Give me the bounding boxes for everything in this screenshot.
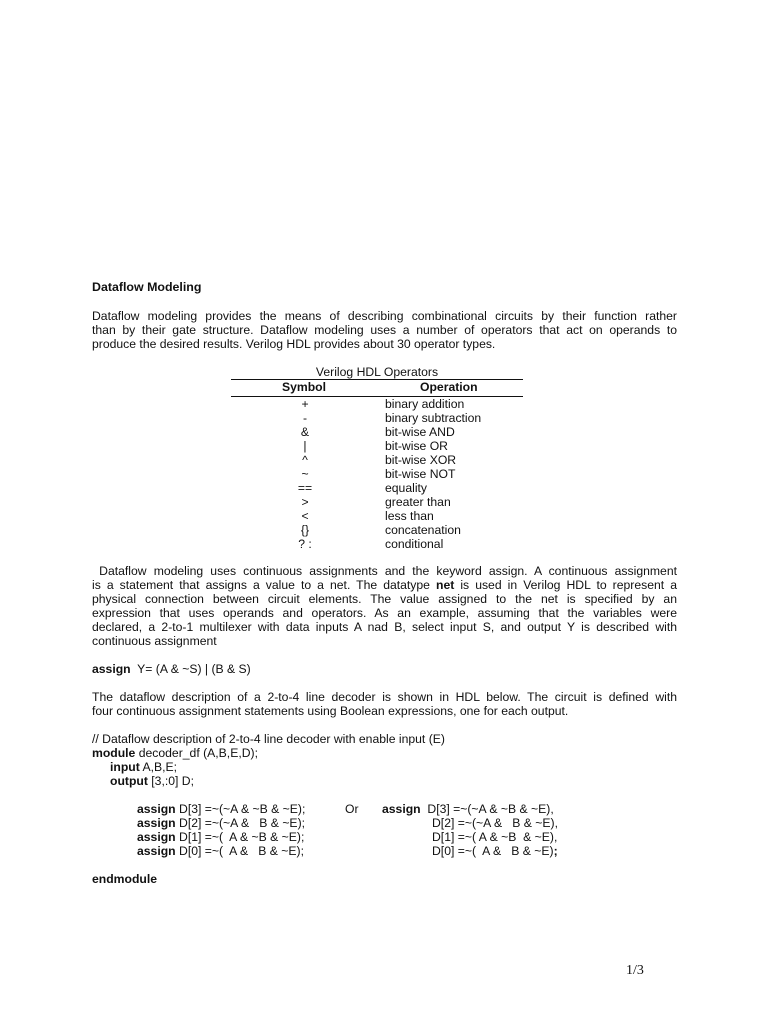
operator-symbol: - — [302, 411, 308, 425]
code-comment: // Dataflow description of 2-to-4 line decoder with enable input (E) — [92, 732, 445, 746]
or-label: Or — [345, 802, 359, 816]
code-module-line — [92, 746, 258, 760]
table-row — [0, 495, 768, 509]
output-keyword: output — [110, 774, 148, 788]
code-assign-d0 — [137, 844, 304, 858]
assign-d0-expr: D[0] =~( A & B & ~E); — [175, 844, 304, 858]
assign-keyword: assign — [382, 802, 421, 816]
table-row — [0, 523, 768, 537]
assign-expression: Y= (A & ~S) | (B & S) — [130, 662, 251, 676]
para2-line-6: continuous assignment — [92, 634, 217, 649]
operator-description: bit-wise AND — [385, 425, 455, 439]
operator-symbol: == — [297, 481, 313, 495]
intro-line-2: than by their gate structure. Dataflow modeling uses a number of operators that act on operands to — [92, 323, 677, 338]
table-row — [0, 411, 768, 425]
alt-assign-d2: D[2] =~(~A & B & ~E), — [432, 816, 558, 830]
intro-line-3: produce the desired results. Verilog HDL provides about 30 operator types. — [92, 337, 496, 352]
para2-line-3: physical connection between circuit elements. The value assigned to the net is specified by an — [92, 592, 677, 607]
code-endmodule — [92, 872, 157, 886]
operator-description: binary addition — [385, 397, 465, 411]
alt-assign-d3-expr: D[3] =~(~A & ~B & ~E), — [420, 802, 554, 816]
section-heading: Dataflow Modeling — [92, 280, 202, 294]
table-row — [0, 439, 768, 453]
closing-semicolon: ; — [553, 844, 558, 858]
table-row — [0, 453, 768, 467]
col-header-operation: Operation — [420, 380, 478, 394]
para2-line-4: expression that uses operands and operators. As an example, assuming that the variables were — [92, 606, 677, 621]
intro-line-1: Dataflow modeling provides the means of describing combinational circuits by their function rather — [92, 309, 677, 323]
endmodule-keyword: endmodule — [92, 872, 158, 886]
alt-assign-d3 — [382, 802, 554, 816]
code-output-line — [110, 774, 194, 788]
col-header-symbol: Symbol — [281, 380, 327, 394]
code-assign-d1 — [137, 830, 304, 844]
operator-description: bit-wise NOT — [385, 467, 456, 481]
para2-line-2-start: is a statement that assigns a value to a net. The datatype — [92, 578, 437, 593]
alt-assign-d0 — [432, 844, 558, 858]
operator-symbol: < — [301, 509, 309, 523]
operator-description: equality — [385, 481, 428, 495]
table-row — [0, 481, 768, 495]
operator-symbol: ^ — [302, 453, 308, 467]
para3-line-1: The dataflow description of a 2-to-4 line decoder is shown in HDL below. The circuit is defined with — [92, 690, 677, 704]
module-signature: decoder_df (A,B,E,D); — [135, 746, 258, 760]
assign-keyword: assign — [137, 816, 176, 830]
operator-symbol: > — [301, 495, 309, 509]
operator-description: binary subtraction — [385, 411, 482, 425]
table-header-row — [0, 380, 768, 394]
alt-assign-d1: D[1] =~( A & ~B & ~E), — [432, 830, 558, 844]
alt-assign-d0-expr: D[0] =~( A & B & ~E) — [432, 844, 554, 858]
assign-d3-expr: D[3] =~(~A & ~B & ~E); — [175, 802, 306, 816]
code-assign-d3 — [137, 802, 305, 816]
table-row — [0, 537, 768, 551]
assign-paragraph — [92, 564, 677, 649]
code-input-line — [110, 760, 177, 774]
para3-line-2: four continuous assignment statements using Boolean expressions, one for each output. — [92, 704, 569, 719]
operator-symbol: ~ — [301, 467, 309, 481]
operator-description: less than — [385, 509, 434, 523]
input-keyword: input — [110, 760, 140, 774]
assign-keyword: assign — [137, 830, 176, 844]
table-caption: Verilog HDL Operators — [315, 365, 439, 379]
operator-description: bit-wise OR — [385, 439, 448, 453]
assign-keyword: assign — [137, 802, 176, 816]
decoder-paragraph — [92, 690, 677, 718]
intro-paragraph — [92, 309, 677, 351]
operator-description: concatenation — [385, 523, 461, 537]
operator-symbol: ? : — [298, 537, 312, 551]
net-keyword: net — [436, 578, 455, 593]
operator-description: conditional — [385, 537, 444, 551]
table-row — [0, 467, 768, 481]
assign-example — [92, 662, 251, 676]
code-assign-d2 — [137, 816, 305, 830]
assign-keyword: assign — [137, 844, 176, 858]
para2-line-2-end: is used in Verilog HDL to represent a — [454, 578, 677, 593]
operator-description: greater than — [385, 495, 451, 509]
module-keyword: module — [92, 746, 136, 760]
page-number: 1/3 — [626, 963, 644, 978]
table-row — [0, 509, 768, 523]
para2-line-2 — [92, 578, 677, 592]
operator-symbol: & — [300, 425, 310, 439]
output-list: [3,:0] D; — [147, 774, 194, 788]
operator-symbol: | — [303, 439, 307, 453]
operator-symbol: + — [301, 397, 309, 411]
operator-description: bit-wise XOR — [385, 453, 457, 467]
assign-d1-expr: D[1] =~( A & ~B & ~E); — [175, 830, 305, 844]
table-row — [0, 425, 768, 439]
assign-d2-expr: D[2] =~(~A & B & ~E); — [175, 816, 306, 830]
para2-line-1: Dataflow modeling uses continuous assignments and the keyword assign. A continuous assignment — [92, 564, 677, 578]
operator-symbol: {} — [300, 523, 310, 537]
para2-line-5: declared, a 2-to-1 multilexer with data inputs A nad B, select input S, and output Y is described with — [92, 620, 677, 635]
assign-keyword: assign — [92, 662, 131, 676]
input-list: A,B,E; — [139, 760, 178, 774]
table-row — [0, 397, 768, 411]
